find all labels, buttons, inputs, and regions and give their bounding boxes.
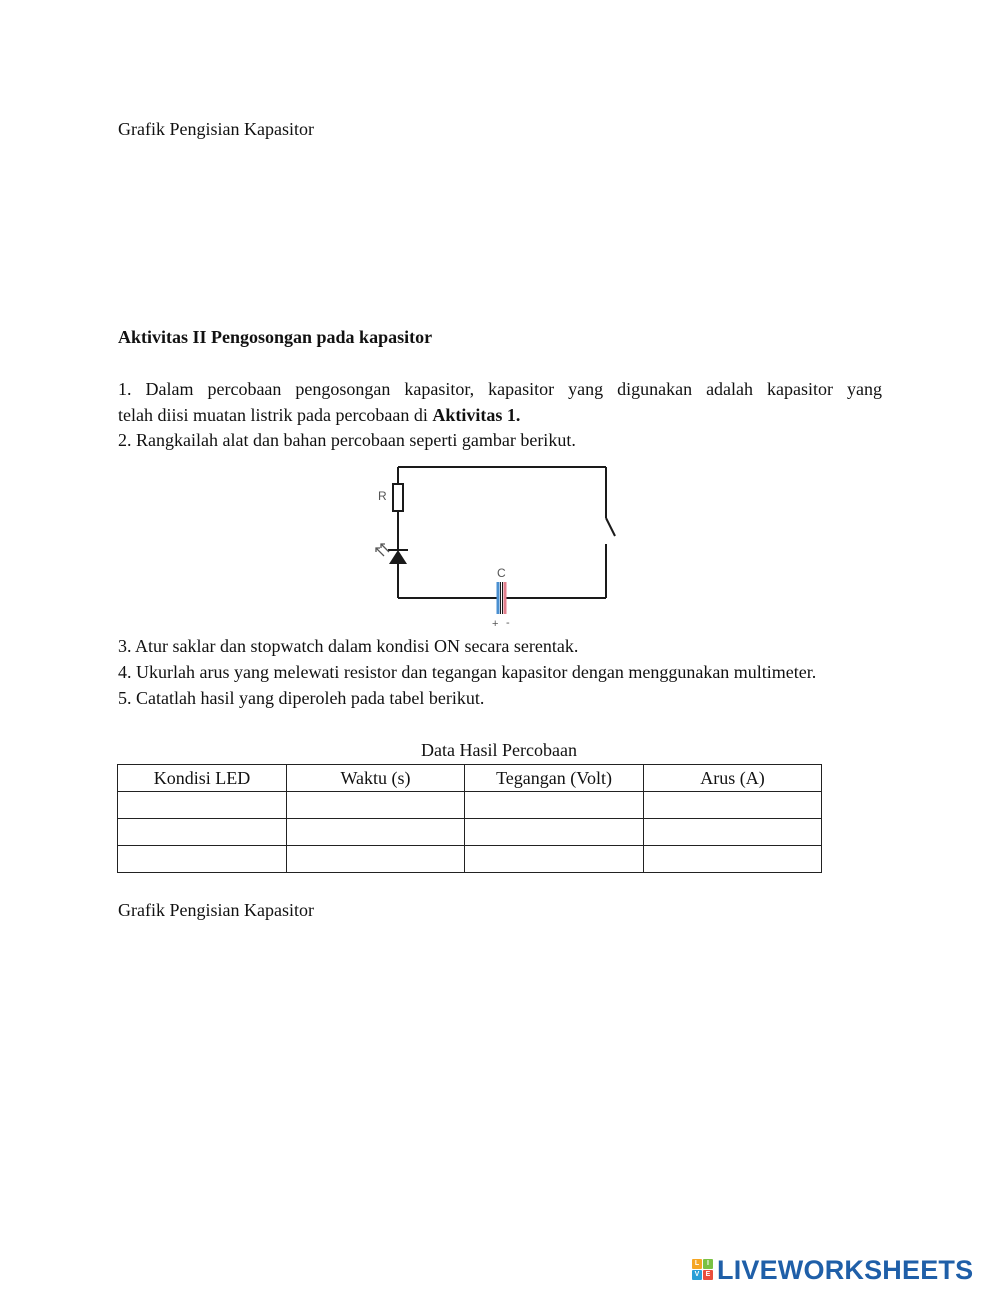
led-symbol: [389, 550, 407, 564]
step-1-line-2: [118, 404, 520, 426]
capacitor-plus-label: +: [492, 618, 499, 630]
step-5: 5. Catatlah hasil yang diperoleh pada tabel berikut.: [118, 688, 485, 708]
logo-mark-v: V: [692, 1270, 702, 1280]
led-light-icon: [376, 544, 389, 556]
table-cell: [465, 819, 644, 846]
table-cell: [287, 819, 465, 846]
capacitor-minus-label: -: [506, 617, 510, 629]
graph-title-bottom: Grafik Pengisian Kapasitor: [118, 900, 314, 920]
table-cell: [465, 846, 644, 873]
table-row: [118, 792, 822, 819]
table-cell: [644, 792, 822, 819]
logo-mark-e: E: [703, 1270, 713, 1280]
activity-title: [118, 326, 432, 348]
table-cell: [644, 819, 822, 846]
activity-title-text: Aktivitas II Pengosongan pada kapasitor: [118, 327, 433, 347]
table-cell: [644, 846, 822, 873]
table-header-row: [118, 765, 822, 792]
step-3: 3. Atur saklar dan stopwatch dalam kondisi ON secara serentak.: [118, 636, 579, 656]
switch-symbol: [606, 518, 615, 536]
table-caption: Data Hasil Percobaan: [421, 740, 577, 760]
table-header-kondisi-led: Kondisi LED: [118, 765, 287, 792]
liveworksheets-logo-text: LIVEWORKSHEETS: [717, 1254, 974, 1285]
table-header-waktu: Waktu (s): [287, 765, 465, 792]
logo-mark-i: I: [703, 1259, 713, 1269]
capacitor-label: C: [497, 566, 506, 580]
table-cell: [118, 819, 287, 846]
data-table: [117, 764, 822, 873]
step-1-activity-ref: Aktivitas 1.: [432, 405, 521, 425]
table-header-arus: Arus (A): [644, 765, 822, 792]
table-cell: [287, 846, 465, 873]
table-row: [118, 846, 822, 873]
step-1-line-1: 1. Dalam percobaan pengosongan kapasitor, kapasitor yang digunakan adalah kapasitor yang: [118, 379, 882, 399]
logo-mark-l: L: [692, 1259, 702, 1269]
table-row: [118, 819, 822, 846]
resistor-symbol: [393, 484, 403, 511]
table-cell: [287, 792, 465, 819]
table-cell: [118, 846, 287, 873]
step-2: 2. Rangkailah alat dan bahan percobaan seperti gambar berikut.: [118, 430, 576, 450]
step-4: 4. Ukurlah arus yang melewati resistor dan tegangan kapasitor dengan menggunakan multimeter.: [118, 662, 817, 682]
table-cell: [465, 792, 644, 819]
graph-title-top: Grafik Pengisian Kapasitor: [118, 119, 314, 139]
circuit-diagram: [370, 458, 626, 630]
step-1-line-2-text: telah diisi muatan listrik pada percobaan di: [118, 405, 433, 425]
table-cell: [118, 792, 287, 819]
liveworksheets-logo[interactable]: [692, 1256, 973, 1284]
liveworksheets-logo-icon: [692, 1259, 714, 1281]
table-header-tegangan: Tegangan (Volt): [465, 765, 644, 792]
resistor-label: R: [378, 489, 387, 503]
